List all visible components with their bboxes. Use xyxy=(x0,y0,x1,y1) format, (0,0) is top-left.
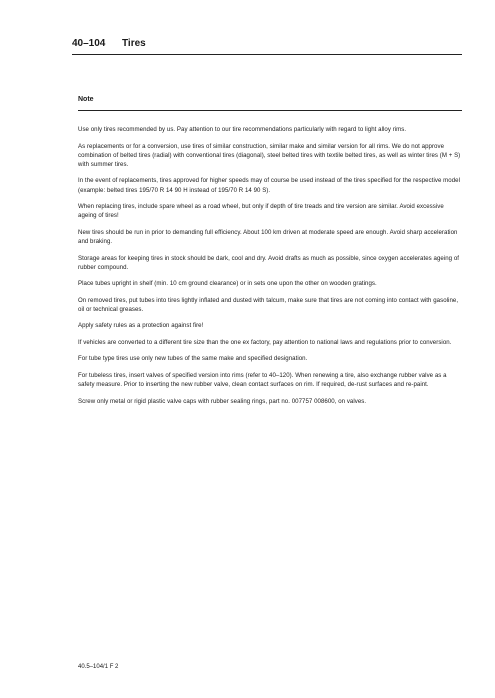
paragraph-size-conversion: If vehicles are converted to a different tire size than the one ex factory, pay attention to national laws and regulations prior to conversion. xyxy=(78,338,452,346)
note-divider xyxy=(78,110,462,111)
paragraph-fire-safety: Apply safety rules as a protection against fire! xyxy=(78,322,204,330)
paragraph-valve-caps: Screw only metal or rigid plastic valve caps with rubber sealing rings, part no. 007757 008600, on valves. xyxy=(78,397,367,405)
paragraph-run-in: New tires should be run in prior to demanding full efficiency. About 100 km driven at moderate speed are enough. Avoid sharp acceleration and braking. xyxy=(78,228,458,246)
paragraph-replacement-construction: As replacements or for a conversion, use tires of similar construction, similar make and similar version for all rims. We do not approve combination of belted tires (radial) with conventional tires (diagonal), steel belted tires with textile belted tires, as well as winter tires (M + S) with summer tires. xyxy=(78,142,461,168)
note-body xyxy=(78,125,464,413)
paragraph-removed-tires: On removed tires, put tubes into tires lightly inflated and dusted with talcum, make sure that tires are not coming into contact with gasoline, oil or technical greases. xyxy=(78,296,459,313)
section-title: Tires xyxy=(122,38,146,49)
section-number: 40–104 xyxy=(72,38,106,49)
paragraph-storage: Storage areas for keeping tires in stock should be dark, cool and dry. Avoid drafts as much as possible, since oxygen accelerates ageing of rubber compound. xyxy=(78,254,460,271)
paragraph-tube-storage: Place tubes upright in shelf (min. 10 cm ground clearance) or in sets one upon the other on wooden gratings. xyxy=(78,280,377,288)
paragraph-spare-wheel: When replacing tires, include spare wheel as a road wheel, but only if depth of tire treads and tire version are similar. Avoid excessive ageing of tires! xyxy=(78,203,444,220)
paragraph-tubeless-valves: For tubeless tires, insert valves of specified version into rims (refer to 40–120). When renewing a tire, also exchange rubber valve as a safety measure. Prior to inserting the new rubber valve, clean contact surfaces on rim. If required, de-rust surfaces and re-paint. xyxy=(78,371,447,389)
paragraph-tube-type: For tube type tires use only new tubes of the same make and specified designation. xyxy=(78,355,308,363)
page-reference: 40.5–104/1 F 2 xyxy=(78,664,119,670)
header-divider xyxy=(72,54,462,55)
paragraph-tire-recommendation: Use only tires recommended by us. Pay attention to our tire recommendations particularly with regard to light alloy rims. xyxy=(78,126,407,133)
paragraph-higher-speed-tires: In the event of replacements, tires approved for higher speeds may of course be used instead of the tires specified for the respective model (example: belted tires 195/70 R 14 90 H instead of 195/70 R 14 90 S). xyxy=(78,177,460,194)
note-heading: Note xyxy=(78,96,94,103)
